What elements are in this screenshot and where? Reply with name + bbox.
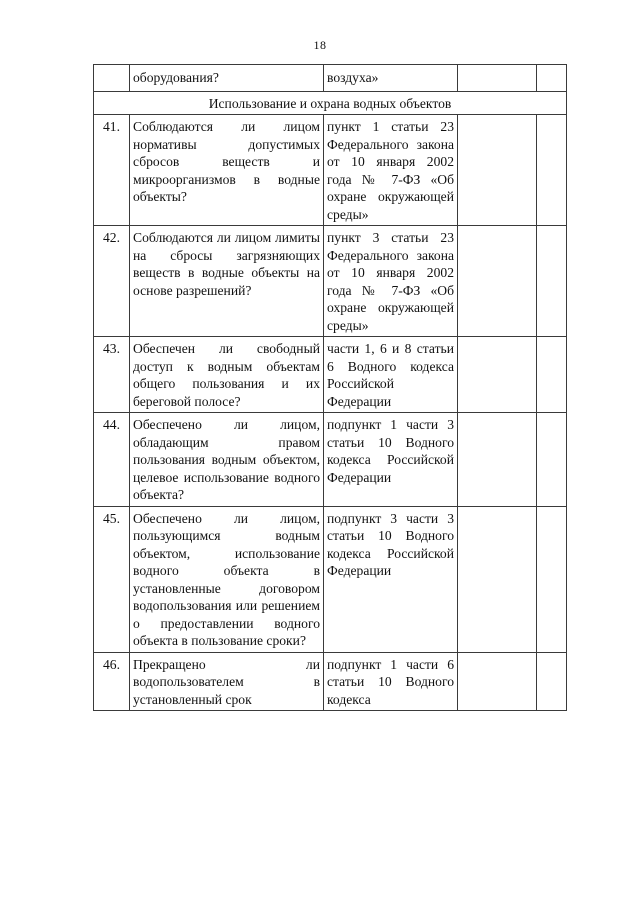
table-row [94,337,567,413]
row-number-cell [94,65,130,92]
question-cell: Соблюдаются ли лицом лимиты на сбросы загрязняющих веществ в водные объекты на основе разрешений? [130,226,324,337]
note-cell [537,337,567,413]
answer-cell [458,65,537,92]
row-number: 42. [94,226,130,337]
table-row [94,506,567,652]
row-number: 46. [94,652,130,711]
row-number: 45. [94,506,130,652]
table-row [94,226,567,337]
checklist-table [93,64,567,711]
legal-reference-cell: подпункт 1 части 3 статьи 10 Водного кодекса Российской Федерации [324,413,458,507]
legal-reference-cell: подпункт 3 части 3 статьи 10 Водного кодекса Российской Федерации [324,506,458,652]
answer-cell [458,506,537,652]
legal-reference-cell: части 1, 6 и 8 статьи 6 Водного кодекса Российской Федерации [324,337,458,413]
table-row [94,115,567,226]
note-cell [537,65,567,92]
question-cell: оборудования? [130,65,324,92]
legal-reference-cell: подпункт 1 части 6 статьи 10 Водного кодекса [324,652,458,711]
table-row [94,652,567,711]
row-number: 43. [94,337,130,413]
question-cell: Соблюдаются ли лицом нормативы допустимых сбросов веществ и микроорганизмов в водные объекты? [130,115,324,226]
note-cell [537,226,567,337]
row-number: 44. [94,413,130,507]
answer-cell [458,652,537,711]
section-title: Использование и охрана водных объектов [94,91,567,115]
question-cell: Обеспечено ли лицом, пользующимся водным объектом, использование водного объекта в установленные договором водопользования или решением о предоставлении водного объекта в пользование сроки? [130,506,324,652]
legal-reference-cell: пункт 3 статьи 23 Федерального закона от 10 января 2002 года № 7-ФЗ «Об охране окружающей среды» [324,226,458,337]
table-row [94,413,567,507]
note-cell [537,413,567,507]
section-header-row [94,91,567,115]
note-cell [537,652,567,711]
answer-cell [458,226,537,337]
question-cell: Обеспечен ли свободный доступ к водным объектам общего пользования и их береговой полосе? [130,337,324,413]
question-cell: Прекращено ли водопользователем в установленный срок [130,652,324,711]
legal-reference-cell: пункт 1 статьи 23 Федерального закона от 10 января 2002 года № 7-ФЗ «Об охране окружающей среды» [324,115,458,226]
question-cell: Обеспечено ли лицом, обладающим правом пользования водным объектом, целевое использование водного объекта? [130,413,324,507]
note-cell [537,506,567,652]
page-number: 18 [313,38,327,52]
legal-reference-cell: воздуха» [324,65,458,92]
answer-cell [458,115,537,226]
answer-cell [458,337,537,413]
row-number: 41. [94,115,130,226]
table-row-continuation [94,65,567,92]
answer-cell [458,413,537,507]
note-cell [537,115,567,226]
